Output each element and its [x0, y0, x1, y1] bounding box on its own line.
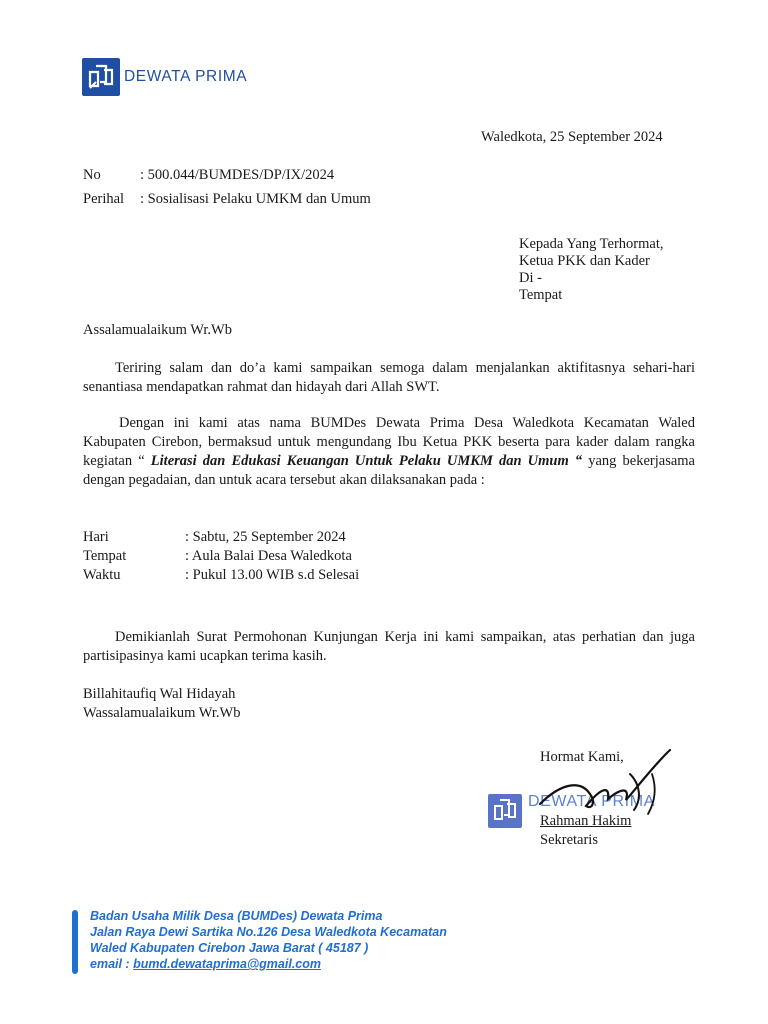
signature-salutation: Hormat Kami,	[540, 749, 624, 765]
stamp-wordmark: DEWATA PRIMA	[528, 793, 655, 810]
event-place-label: Tempat	[83, 548, 127, 564]
letter-header	[83, 166, 371, 209]
event-title: Literasi dan Edukasi Keuangan Untuk Pelaku UMKM dan Umum “	[150, 453, 583, 469]
letter-date: Waledkota, 25 September 2024	[481, 129, 663, 145]
body-paragraph-3: Demikianlah Surat Permohonan Kunjungan Kerja ini kami sampaikan, atas perhatian dan juga partisipasinya kami ucapkan terima kasih.	[83, 629, 695, 664]
opening-greeting: Assalamualaikum Wr.Wb	[83, 322, 232, 338]
event-details	[83, 528, 359, 585]
footer-line: Badan Usaha Milik Desa (BUMDes) Dewata Prima	[90, 909, 383, 923]
paragraph-text: yang bekerjasama dengan pegadaian, dan untuk acara tersebut akan dilaksanakan pada :	[83, 453, 695, 488]
signatory-title: Sekretaris	[540, 832, 598, 848]
event-day-label: Hari	[83, 529, 109, 545]
footer-line: Jalan Raya Dewi Sartika No.126 Desa Waledkota Kecamatan	[90, 925, 447, 939]
closing-block	[83, 685, 240, 723]
recipient-line: Tempat	[519, 287, 563, 303]
recipient-block	[519, 236, 664, 304]
footer-email-row	[90, 956, 447, 972]
event-time-value: : Pukul 13.00 WIB s.d Selesai	[185, 567, 360, 583]
signature-block	[540, 748, 631, 850]
footer-email-label: email :	[90, 957, 134, 971]
logo-wordmark: DEWATA PRIMA	[124, 68, 248, 85]
letter-subject-label: Perihal	[83, 191, 125, 207]
dewata-prima-logo-icon	[82, 58, 120, 96]
letter-number-label: No	[83, 167, 101, 183]
footer-email-link[interactable]: bumd.dewataprima@gmail.com	[133, 957, 321, 971]
company-logo	[82, 58, 247, 96]
recipient-line: Ketua PKK dan Kader	[519, 253, 650, 269]
closing-line: Wassalamualaikum Wr.Wb	[83, 705, 241, 721]
footer-address	[90, 908, 447, 974]
letter-number-value: : 500.044/BUMDES/DP/IX/2024	[140, 167, 335, 183]
letter-subject-value: : Sosialisasi Pelaku UMKM dan Umum	[140, 191, 371, 207]
recipient-line: Di -	[519, 270, 542, 286]
event-time-label: Waktu	[83, 567, 121, 583]
footer-line: Waled Kabupaten Cirebon Jawa Barat ( 45187 )	[90, 941, 369, 955]
letter-footer	[72, 908, 447, 974]
event-place-value: : Aula Balai Desa Waledkota	[185, 548, 352, 564]
footer-accent-bar	[72, 910, 78, 974]
signatory-name: Rahman Hakim	[540, 813, 632, 829]
paragraph-text: Dengan ini kami atas nama BUMDes Dewata Prima Desa Waledkota Kecamatan Waled Kabupaten Cirebon, bermaksud untuk mengundang Ibu Ketua PKK beserta para kader dalam rangka kegiatan “	[83, 415, 695, 469]
closing-line: Billahitaufiq Wal Hidayah	[83, 686, 236, 702]
body-paragraph-1: Teriring salam dan do’a kami sampaikan semoga dalam menjalankan aktifitasnya sehari-hari senantiasa mendapatkan rahmat dan hidayah dari Allah SWT.	[83, 360, 695, 395]
body-paragraph-2	[83, 414, 695, 490]
event-day-value: : Sabtu, 25 September 2024	[185, 529, 346, 545]
recipient-line: Kepada Yang Terhormat,	[519, 236, 664, 252]
